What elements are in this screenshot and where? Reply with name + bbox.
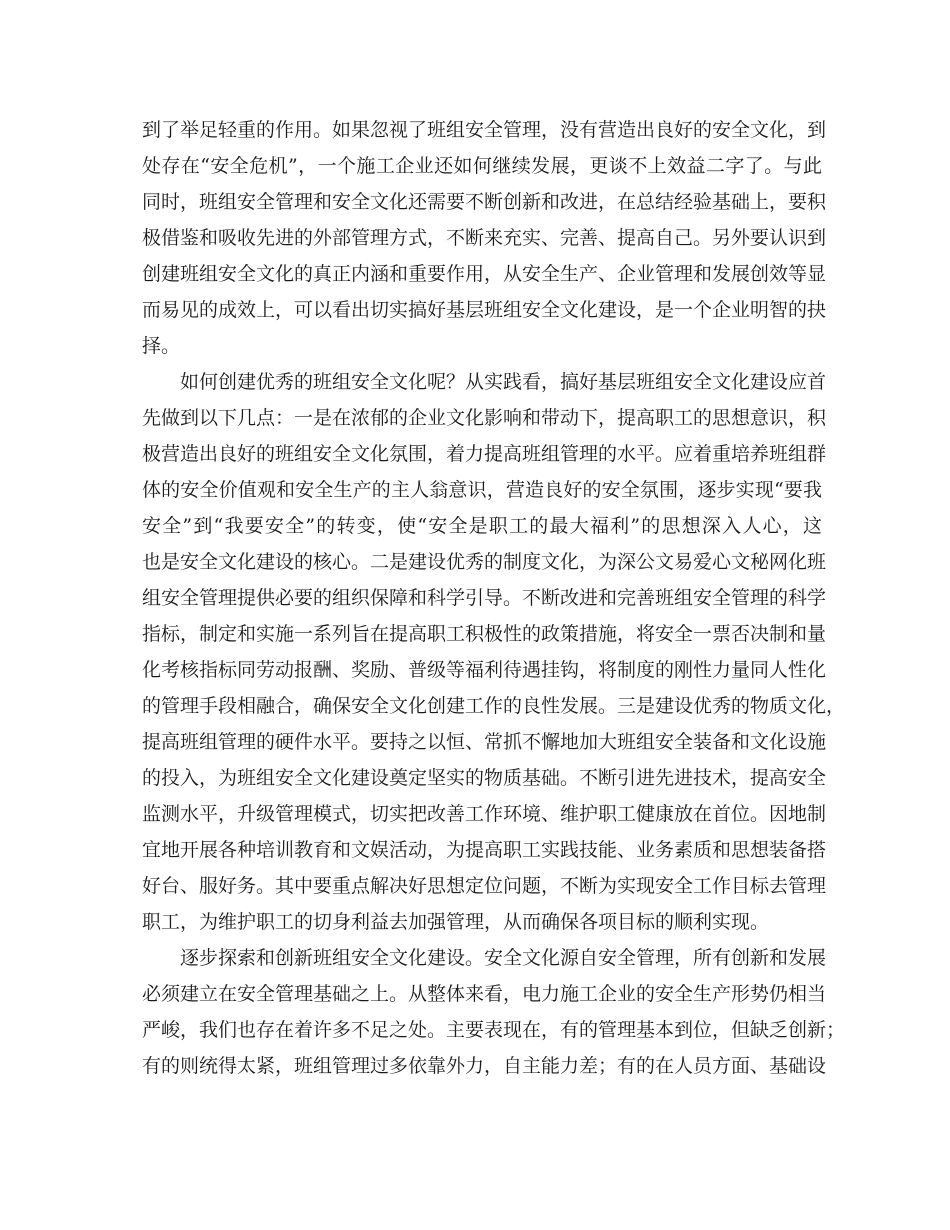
paragraph-line: 指标，制定和实施一系列旨在提高职工积极性的政策措施，将安全一票否决制和量	[142, 623, 827, 645]
paragraph-line: 处存在“安全危机”，一个施工企业还如何继续发展，更谈不上效益二字了。与此	[142, 155, 822, 177]
paragraph-line: 提高班组管理的硬件水平。要持之以恒、常抓不懈地加大班组安全装备和文化设施	[142, 731, 827, 753]
paragraph-line: 逐步探索和创新班组安全文化建设。安全文化源自安全管理，所有创新和发展	[180, 947, 827, 969]
paragraph-line: 先做到以下几点：一是在浓郁的企业文化影响和带动下，提高职工的思想意识，积	[142, 407, 827, 429]
paragraph-line: 有的则统得太紧，班组管理过多依靠外力，自主能力差；有的在人员方面、基础设	[142, 1055, 827, 1077]
paragraph-line: 组安全管理提供必要的组织保障和科学引导。不断改进和完善班组安全管理的科学	[142, 587, 827, 609]
paragraph-line: 而易见的成效上，可以看出切实搞好基层班组安全文化建设，是一个企业明智的抉	[142, 299, 827, 321]
paragraph-line: 极营造出良好的班组安全文化氛围，着力提高班组管理的水平。应着重培养班组群	[142, 443, 827, 465]
paragraph-line: 职工，为维护职工的切身利益去加强管理，从而确保各项目标的顺利实现。	[142, 911, 770, 933]
paragraph-line: 如何创建优秀的班组安全文化呢？从实践看，搞好基层班组安全文化建设应首	[180, 371, 827, 393]
paragraph-line: 化考核指标同劳动报酬、奖励、普级等福利待遇挂钩，将制度的刚性力量同人性化	[142, 659, 827, 681]
document-body	[142, 112, 846, 1084]
paragraph-line: 的投入，为班组安全文化建设奠定坚实的物质基础。不断引进先进技术，提高安全	[142, 767, 827, 789]
paragraph-1	[142, 112, 827, 364]
paragraph-line: 到了举足轻重的作用。如果忽视了班组安全管理，没有营造出良好的安全文化，到	[142, 119, 827, 141]
paragraph-line: 宜地开展各种培训教育和文娱活动，为提高职工实践技能、业务素质和思想装备搭	[142, 839, 827, 861]
paragraph-line: 极借鉴和吸收先进的外部管理方式，不断来充实、完善、提高自己。另外要认识到	[142, 227, 827, 249]
paragraph-2	[142, 364, 846, 940]
paragraph-line: 同时，班组安全管理和安全文化还需要不断创新和改进，在总结经验基础上，要积	[142, 191, 827, 213]
paragraph-line: 严峻，我们也存在着许多不足之处。主要表现在，有的管理基本到位，但缺乏创新；	[142, 1019, 846, 1041]
paragraph-line: 好台、服好务。其中要重点解决好思想定位问题，不断为实现安全工作目标去管理	[142, 875, 827, 897]
paragraph-line: 择。	[142, 335, 181, 357]
paragraph-line: 的管理手段相融合，确保安全文化创建工作的良性发展。三是建设优秀的物质文化，	[142, 695, 846, 717]
paragraph-line: 监测水平，升级管理模式，切实把改善工作环境、维护职工健康放在首位。因地制	[142, 803, 827, 825]
paragraph-line: 必须建立在安全管理基础之上。从整体来看，电力施工企业的安全生产形势仍相当	[142, 983, 827, 1005]
paragraph-3	[142, 940, 846, 1084]
paragraph-line: 安全”到“我要安全”的转变，使“安全是职工的最大福利”的思想深入人心，这	[142, 515, 822, 537]
paragraph-line: 创建班组安全文化的真正内涵和重要作用，从安全生产、企业管理和发展创效等显	[142, 263, 827, 285]
paragraph-line: 体的安全价值观和安全生产的主人翁意识，营造良好的安全氛围，逐步实现“要我	[142, 479, 822, 501]
paragraph-line: 也是安全文化建设的核心。二是建设优秀的制度文化，为深公文易爱心文秘网化班	[142, 551, 827, 573]
